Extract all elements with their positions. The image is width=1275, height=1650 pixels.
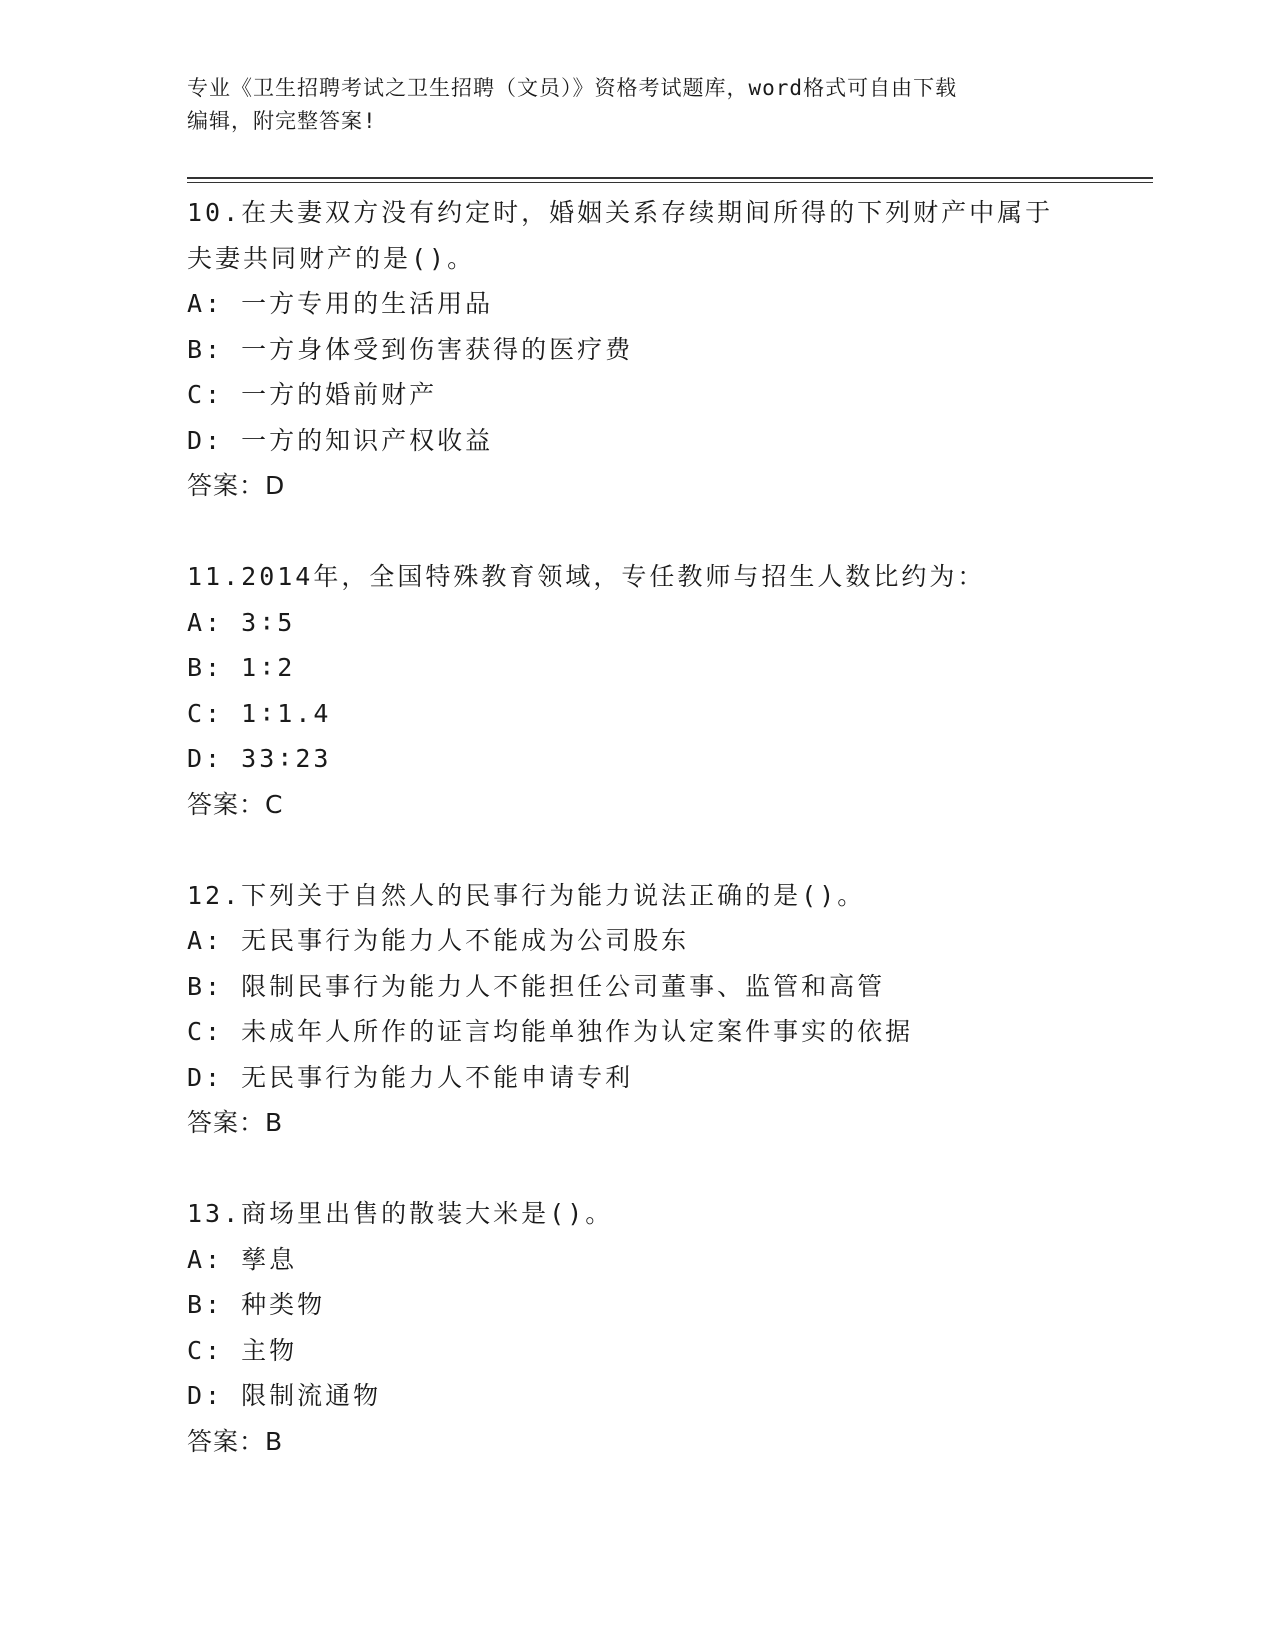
option-letter: C: [187, 1335, 224, 1365]
option-text: 一方身体受到伤害获得的医疗费 [241, 334, 634, 364]
option-letter: B: [187, 334, 224, 364]
question-12 [187, 873, 1127, 1146]
option-b [187, 327, 1127, 373]
question-spacer [187, 827, 1127, 873]
option-text: 一方专用的生活用品 [241, 289, 494, 318]
option-c [187, 372, 1127, 418]
option-letter: D: [187, 1062, 224, 1092]
header-divider-thick [187, 177, 1153, 179]
option-b [187, 645, 1127, 691]
option-letter: A: [187, 607, 224, 637]
option-d [187, 418, 1127, 464]
option-letter: D: [187, 1381, 224, 1410]
option-text: 1∶2 [241, 653, 296, 682]
option-letter: A: [187, 926, 224, 955]
answer-label: 答案：D [187, 471, 286, 500]
question-stem-line: 11.2014年，全国特殊教育领域，专任教师与招生人数比约为： [187, 562, 986, 591]
answer-label: 答案：B [187, 1426, 284, 1456]
option-text: 无民事行为能力人不能申请专利 [241, 1062, 634, 1092]
option-a [187, 600, 1127, 646]
question-stem-line: 13.商场里出售的散装大米是()。 [187, 1199, 614, 1228]
option-letter: A: [187, 289, 224, 318]
option-letter: B: [187, 971, 224, 1001]
question-stem-line: 10.在夫妻双方没有约定时，婚姻关系存续期间所得的下列财产中属于 [187, 198, 1054, 227]
option-text: 一方的婚前财产 [241, 380, 438, 409]
answer-label: 答案：C [187, 789, 284, 819]
option-letter: C: [187, 380, 224, 409]
option-letter: B: [187, 653, 224, 682]
option-letter: D: [187, 744, 224, 773]
option-text: 种类物 [241, 1290, 326, 1319]
option-text: 一方的知识产权收益 [241, 425, 494, 455]
header-line-2: 编辑，附完整答案! [187, 109, 377, 133]
question-13 [187, 1191, 1127, 1464]
option-c [187, 1009, 1127, 1055]
option-text: 孳息 [241, 1244, 298, 1274]
document-header [187, 72, 1067, 138]
answer-label: 答案：B [187, 1108, 284, 1137]
option-letter: C: [187, 698, 224, 728]
option-d [187, 1373, 1127, 1419]
option-letter: C: [187, 1017, 224, 1046]
option-c [187, 691, 1127, 737]
option-letter: B: [187, 1290, 224, 1319]
option-text: 限制流通物 [241, 1381, 382, 1410]
option-text: 未成年人所作的证言均能单独作为认定案件事实的依据 [241, 1017, 914, 1046]
header-divider-thin [187, 182, 1153, 183]
option-letter: D: [187, 425, 224, 455]
option-text: 1∶1.4 [241, 698, 332, 728]
question-stem-line: 夫妻共同财产的是()。 [187, 243, 476, 273]
header-line-1: 专业《卫生招聘考试之卫生招聘（文员）》资格考试题库，word格式可自由下载 [187, 76, 958, 100]
question-spacer [187, 509, 1127, 555]
option-a [187, 281, 1127, 327]
option-d [187, 736, 1127, 782]
option-letter: A: [187, 1244, 224, 1274]
question-10 [187, 190, 1127, 509]
question-11 [187, 554, 1127, 827]
option-b [187, 1282, 1127, 1328]
question-list [187, 190, 1127, 1464]
option-a [187, 1237, 1127, 1283]
question-spacer [187, 1146, 1127, 1192]
option-d [187, 1055, 1127, 1101]
option-text: 主物 [241, 1335, 298, 1365]
option-a [187, 918, 1127, 964]
option-text: 33∶23 [241, 744, 332, 773]
option-text: 3∶5 [241, 607, 296, 637]
question-stem-line: 12.下列关于自然人的民事行为能力说法正确的是()。 [187, 880, 866, 910]
option-b [187, 964, 1127, 1010]
option-c [187, 1328, 1127, 1374]
option-text: 限制民事行为能力人不能担任公司董事、监管和高管 [241, 971, 886, 1001]
option-text: 无民事行为能力人不能成为公司股东 [241, 926, 690, 955]
